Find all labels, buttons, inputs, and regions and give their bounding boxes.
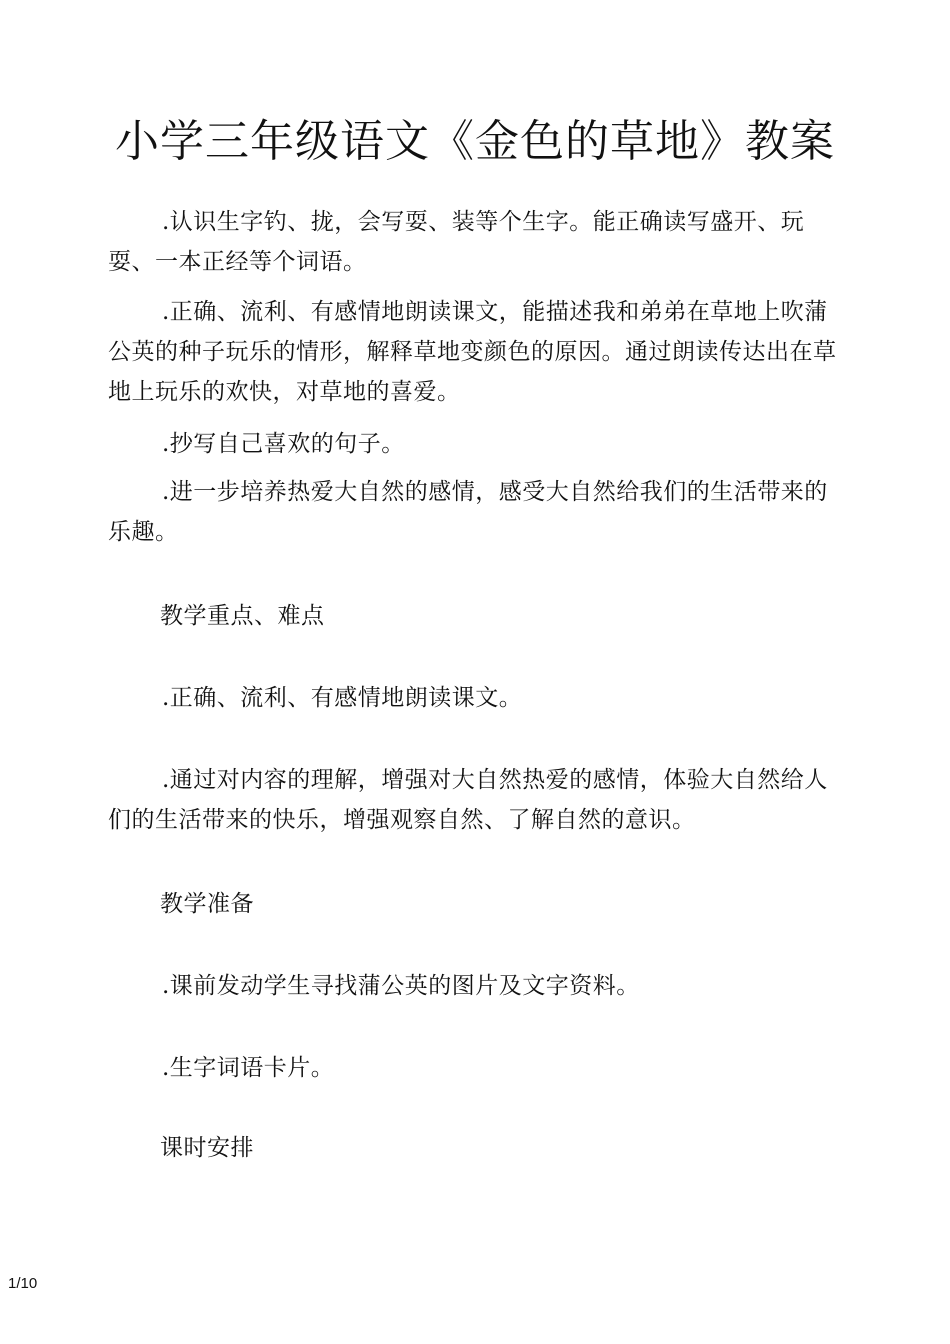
document-title: 小学三年级语文《金色的草地》教案 <box>115 116 835 167</box>
objective-1: .认识生字钓、拢，会写耍、装等个生字。能正确读写盛开、玩耍、一本正经等个词语。 <box>108 209 805 275</box>
preparation-item-1: .课前发动学生寻找蒲公英的图片及文字资料。 <box>162 973 640 999</box>
preparation-heading: 教学准备 <box>160 891 254 917</box>
key-points-heading: 教学重点、难点 <box>160 603 325 629</box>
objective-4: .进一步培养热爱大自然的感情，感受大自然给我们的生活带来的乐趣。 <box>108 479 828 545</box>
objective-3: .抄写自己喜欢的句子。 <box>162 431 405 457</box>
key-point-1: .正确、流利、有感情地朗读课文。 <box>162 685 523 711</box>
page-number: 1/10 <box>8 1275 38 1292</box>
preparation-item-2: .生字词语卡片。 <box>162 1055 335 1081</box>
key-point-2: .通过对内容的理解，增强对大自然热爱的感情，体验大自然给人们的生活带来的快乐，增强观察自然、了解自然的意识。 <box>108 767 828 833</box>
schedule-heading: 课时安排 <box>160 1135 254 1161</box>
objective-2: .正确、流利、有感情地朗读课文，能描述我和弟弟在草地上吹蒲公英的种子玩乐的情形，解释草地变颜色的原因。通过朗读传达出在草地上玩乐的欢快，对草地的喜爱。 <box>108 299 837 405</box>
